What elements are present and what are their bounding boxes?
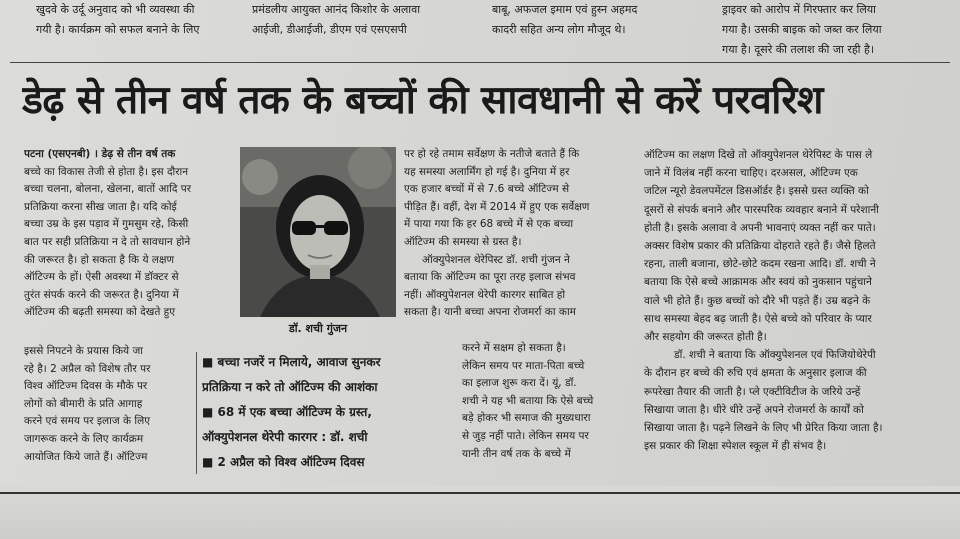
text-line: में पाया गया कि हर 68 बच्चे में से एक बच्चा [404,218,574,231]
callout-line: ■ 68 में एक बच्चा ऑटिज्म के ग्रस्त, [202,405,372,419]
bottom-rule [0,492,960,494]
top-strip-col4 [722,0,947,60]
text-line: सिखाया जाता है। धीरे धीरे उन्हें अपने रोजमर्रा के कार्यों को [644,403,864,416]
text-line: खुदवे के उर्दू अनुवाद को भी व्यवस्था की [36,3,195,16]
text-line: यह समस्या अलार्मिंग हो गई है। दुनिया में हर [404,165,570,178]
callout-border [196,352,197,474]
text-line: प्रमंडलीय आयुक्त आनंद किशोर के अलावा [252,3,421,16]
text-line: और सहयोग की जरूरत होती है। [644,331,767,344]
text-line: प्रतिक्रिया करना सीख जाता है। यदि कोई [24,200,177,213]
portrait-photo [240,147,396,317]
text-line: ऑटिज्म का लक्षण दिखे तो ऑक्युपेशनल थेरेपिस्ट के पास ले [644,149,873,161]
text-line: आईजी, डीआईजी, डीएम एवं एसएसपी [252,23,407,36]
text-line: इस प्रकार की शिक्षा स्पेशल स्कूल में ही संभव है। [644,440,827,453]
text-line: जाने में विलंब नहीं करना चाहिए। दरअसल, ऑटिज्म एक [644,167,858,180]
article-col2-top [404,146,632,322]
portrait-image [240,147,396,317]
text-line: तुरंत संपर्क करने की जरूरत है। दुनिया में [24,288,179,301]
callout-line: ■ 2 अप्रैल को विश्व ऑटिज्म दिवस [202,455,365,469]
headline: डेढ़ से तीन वर्ष तक के बच्चों की सावधानी से करें परवरिश [22,78,823,123]
text-line: इससे निपटने के प्रयास किये जा [24,345,143,357]
text-line: होती है। इसके अलावा वे अपनी भावनाएं व्यक्त नहीं कर पाते। [644,221,876,234]
text-line: बताया कि ऑटिज्म का पूरा तरह इलाज संभव [404,271,576,284]
text-line: का इलाज शुरू करा दें। यूं, डॉ. [462,377,577,390]
callout-box [202,350,458,475]
text-line: लोगों को बीमारी के प्रति आगाह [24,397,143,410]
top-strip-col2 [252,0,472,40]
article-col1-top [24,146,232,322]
text-line: गया है। उसकी बाइक को जब्त कर लिया [722,23,882,36]
text-line: से जुड़ नहीं पाते। लेकिन समय पर [462,429,589,442]
text-line: बच्चा उम्र के इस पड़ाव में गुमसुम रहे, किसी [24,218,189,231]
text-line: बड़े होकर भी समाज की मुख्यधारा [462,412,591,425]
text-line: कादरी सहित अन्य लोग मौजूद थे। [492,23,626,36]
text-line: वाले भी होते हैं। कुछ बच्चों को दौरे भी पड़ते हैं। उम्र बढ़ने के [644,294,871,307]
text-line: रहना, ताली बजाना, छोटे-छोटे कदम रखना आदि। डॉ. शची ने [644,258,876,271]
top-strip-col1 [36,0,236,40]
text-line: आयोजित किये जाते हैं। ऑटिज्म [24,450,148,463]
text-line: के दौरान हर बच्चे की रुचि एवं क्षमता के अनुसार इलाज की [644,367,867,380]
callout-line: ऑक्युपेशनल थेरेपी कारगर : डॉ. शची [202,430,368,444]
callout-line: प्रतिक्रिया न करे तो ऑटिज्म की आशंका [202,380,378,394]
text-line: यानी तीन वर्ष तक के बच्चे में [462,447,571,460]
text-line: जागरूक करने के लिए कार्यक्रम [24,432,144,445]
text-line: एक हजार बच्चों में से 7.6 बच्चे ऑटिज्म से [404,183,570,196]
article-col3 [644,146,944,455]
callout-line: ■ बच्चा नजरें न मिलाये, आवाज सुनकर [202,355,381,369]
text-line: सकता है। यानी बच्चा अपना रोजमर्रा का काम [404,306,576,319]
text-line: विश्व ऑटिज्म दिवस के मौके पर [24,380,148,393]
text-line: सिखाया जाता है। पढ़ने लिखने के लिए भी प्रेरित किया जाता है। [644,422,883,435]
article-col1-bottom [24,343,192,466]
text-line: करने एवं समय पर इलाज के लिए [24,415,151,428]
top-strip-col3 [492,0,692,40]
text-line: ऑटिज्म की बढ़ती समस्या को देखते हुए [24,306,176,319]
text-line: बच्चा चलना, बोलना, खेलना, बातों आदि पर [24,183,192,196]
text-line: दूसरों से संपर्क बनाने और पारस्परिक व्यवहार बनाने में परेशानी [644,203,879,216]
text-line: रूपरेखा तैयार की जाती है। प्ले एक्टीविटीज के जरिये उन्हें [644,385,861,398]
text-line: पटना (एसएनबी) । डेढ़ से तीन वर्ष तक [24,148,176,160]
text-line: पर हो रहे तमाम सर्वेक्षण के नतीजे बताते हैं कि [404,148,580,160]
text-line: ऑक्युपेशनल थेरेपिस्ट डॉ. शची गुंजन ने [422,253,570,266]
article-col2-bottom [462,340,634,463]
text-line: लेकिन समय पर माता-पिता बच्चे [462,359,585,372]
text-line: नहीं। ऑक्युपेशनल थेरेपी कारगर साबित हो [404,288,566,301]
text-line: जटिल न्यूरो डेवलपमेंटल डिसऑर्डर है। इससे ग्रस्त व्यक्ति को [644,185,869,198]
text-line: रहे है। 2 अप्रैल को विशेष तौर पर [24,362,151,375]
text-line: बच्चे का विकास तेजी से होता है। इस दौरान [24,165,189,178]
text-line: डॉ. शची ने बताया कि ऑक्युपेशनल एवं फिजियोथेरेपी [674,349,876,362]
text-line: शची ने यह भी बताया कि ऐसे बच्चे [462,394,594,407]
text-line: ऑटिज्म की समस्या से ग्रस्त है। [404,235,522,248]
photo-caption: डॉ. शची गुंजन [288,322,348,335]
text-line: ड्राइवर को आरोप में गिरफ्तार कर लिया [722,3,877,16]
text-line: गया है। दूसरे की तलाश की जा रही है। [722,43,875,56]
text-line: की जरूरत है। हो सकता है कि ये लक्षण [24,253,175,266]
text-line: साथ समस्या बेहद बढ़ जाती है। ऐसे बच्चे को परिवार के प्यार [644,312,872,325]
text-line: बताया कि ऐसे बच्चे आक्रामक और स्वयं को नुकसान पहुंचाने [644,276,872,289]
text-line: पीड़ित हैं। वहीं, देश में 2014 में हुए एक सर्वेक्षण [404,200,590,213]
text-line: अक्सर विशेष प्रकार की प्रतिक्रिया दोहराते रहते हैं। जैसे हिलते [644,240,876,253]
text-line: गयी है। कार्यक्रम को सफल बनाने के लिए [36,23,200,36]
text-line: ऑटिज्म के हों। ऐसी अवस्था में डॉक्टर से [24,271,179,284]
text-line: बाबू, अफजल इमाम एवं हुस्न अहमद [492,3,638,16]
text-line: बात पर सही प्रतिक्रिया न दे तो सावधान होने [24,235,191,248]
text-line: करने में सक्षम हो सकता है। [462,342,566,354]
top-divider [10,62,950,63]
